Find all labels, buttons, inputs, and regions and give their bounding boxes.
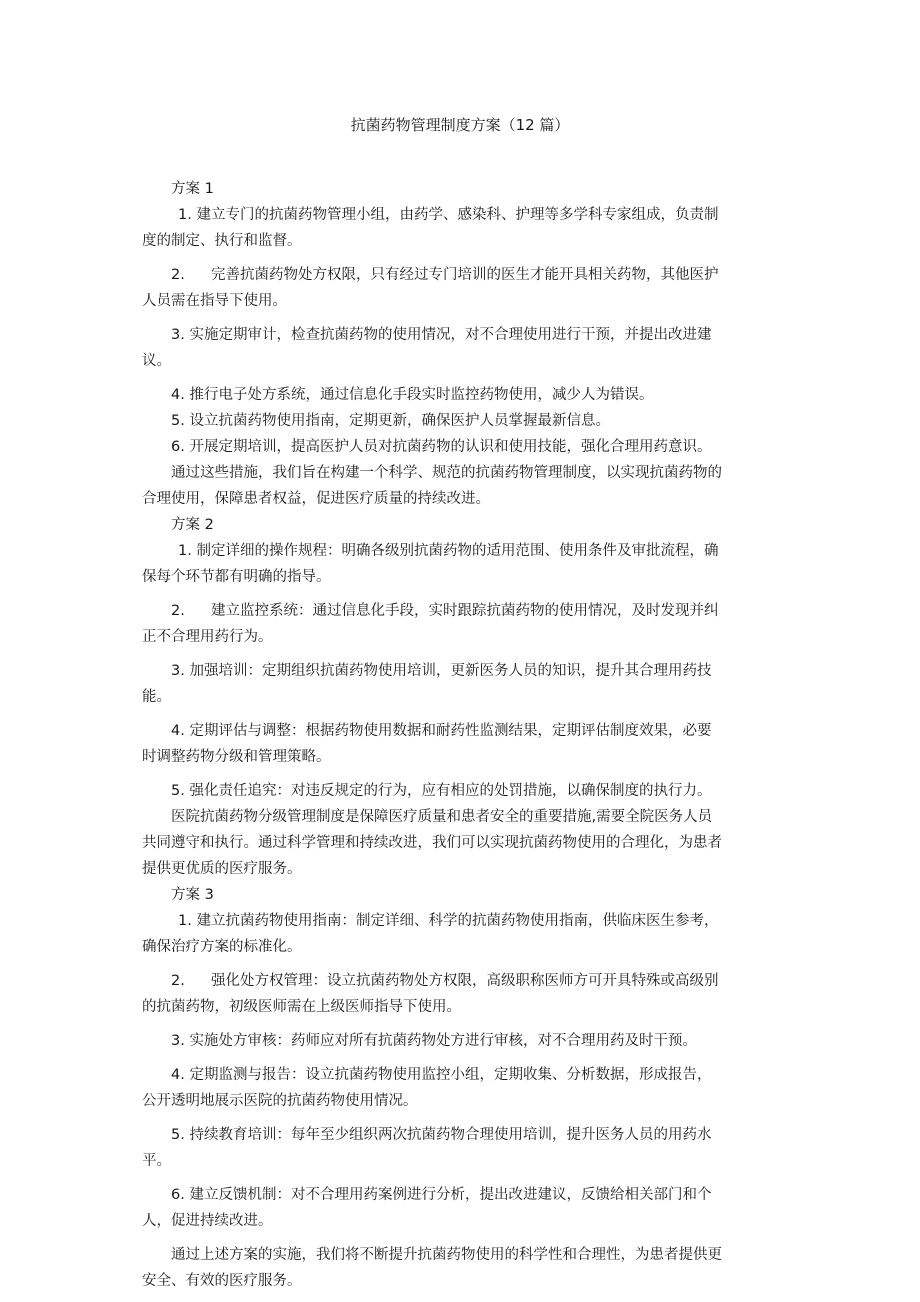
paragraph-line: 4. 推行电子处方系统，通过信息化手段实时监控药物使用，减少人为错误。 [171,387,654,403]
document-title: 抗菌药物管理制度方案（12 篇） [350,116,570,134]
paragraph-line: 6. 开展定期培训，提高医护人员对抗菌药物的认识和使用技能，强化合理用药意识。 [171,439,712,455]
plan-1-heading: 方案 1 [171,181,214,197]
paragraph-line: 平。 [142,1153,171,1169]
paragraph-line [142,262,782,288]
paragraph-line: 1. 建立专门的抗菌药物管理小组，由药学、感染科、护理等多学科专家组成，负责制 [178,207,719,223]
paragraph-line: 正不合理用药行为。 [142,629,273,645]
paragraph-line: 的抗菌药物，初级医师需在上级医师指导下使用。 [142,999,461,1015]
paragraph-line: 提供更优质的医疗服务。 [142,861,302,877]
item-text: 完善抗菌药物处方权限，只有经过专门培训的医生才能开具相关药物，其他医护 [211,267,719,283]
item-number: 2. [171,603,185,619]
paragraph-line: 4. 定期监测与报告：设立抗菌药物使用监控小组，定期收集、分析数据，形成报告， [171,1067,712,1083]
paragraph-line: 1. 建立抗菌药物使用指南：制定详细、科学的抗菌药物使用指南，供临床医生参考， [178,913,719,929]
paragraph-line: 时调整药物分级和管理策略。 [142,749,331,765]
paragraph-line: 议。 [142,353,171,369]
plan-2-heading: 方案 2 [171,517,214,533]
plan-3-heading: 方案 3 [171,887,214,903]
paragraph-line: 保每个环节都有明确的指导。 [142,569,331,585]
paragraph-line: 3. 加强培训：定期组织抗菌药物使用培训，更新医务人员的知识，提升其合理用药技 [171,663,712,679]
paragraph-line: 安全、有效的医疗服务。 [142,1273,302,1289]
item-number: 2. [171,973,185,989]
paragraph-line [142,968,782,994]
paragraph-line: 4. 定期评估与调整：根据药物使用数据和耐药性监测结果，定期评估制度效果，必要 [171,723,712,739]
paragraph-line: 3. 实施处方审核：药师应对所有抗菌药物处方进行审核，对不合理用药及时干预。 [171,1033,697,1049]
paragraph-line: 5. 持续教育培训：每年至少组织两次抗菌药物合理使用培训，提升医务人员的用药水 [171,1127,712,1143]
paragraph-line: 6. 建立反馈机制：对不合理用药案例进行分析，提出改进建议，反馈给相关部门和个 [171,1187,712,1203]
paragraph-line: 确保治疗方案的标准化。 [142,939,302,955]
paragraph-line: 能。 [142,689,171,705]
paragraph-line: 共同遵守和执行。通过科学管理和持续改进，我们可以实现抗菌药物使用的合理化，为患者 [142,835,722,851]
paragraph-line: 医院抗菌药物分级管理制度是保障医疗质量和患者安全的重要措施,需要全院医务人员 [171,809,713,825]
paragraph-line: 5. 强化责任追究：对违反规定的行为，应有相应的处罚措施，以确保制度的执行力。 [171,783,712,799]
paragraph-line: 人，促进持续改进。 [142,1213,273,1229]
paragraph-line: 5. 设立抗菌药物使用指南，定期更新，确保医护人员掌握最新信息。 [171,413,610,429]
paragraph-line: 合理使用，保障患者权益，促进医疗质量的持续改进。 [142,491,490,507]
paragraph-line: 3. 实施定期审计，检查抗菌药物的使用情况，对不合理使用进行干预，并提出改进建 [171,327,712,343]
paragraph-line: 1. 制定详细的操作规程：明确各级别抗菌药物的适用范围、使用条件及审批流程，确 [178,543,719,559]
paragraph-line: 通过这些措施，我们旨在构建一个科学、规范的抗菌药物管理制度，以实现抗菌药物的 [171,465,722,481]
paragraph-line [142,598,782,624]
document-body [142,176,782,1294]
item-text: 强化处方权管理：设立抗菌药物处方权限，高级职称医师方可开具特殊或高级别 [211,973,719,989]
paragraph-line: 度的制定、执行和监督。 [142,233,302,249]
paragraph-line: 人员需在指导下使用。 [142,293,287,309]
item-text: 建立监控系统：通过信息化手段，实时跟踪抗菌药物的使用情况，及时发现并纠 [211,603,719,619]
paragraph-line: 公开透明地展示医院的抗菌药物使用情况。 [142,1093,418,1109]
item-number: 2. [171,267,185,283]
paragraph-line: 通过上述方案的实施，我们将不断提升抗菌药物使用的科学性和合理性，为患者提供更 [171,1247,722,1263]
